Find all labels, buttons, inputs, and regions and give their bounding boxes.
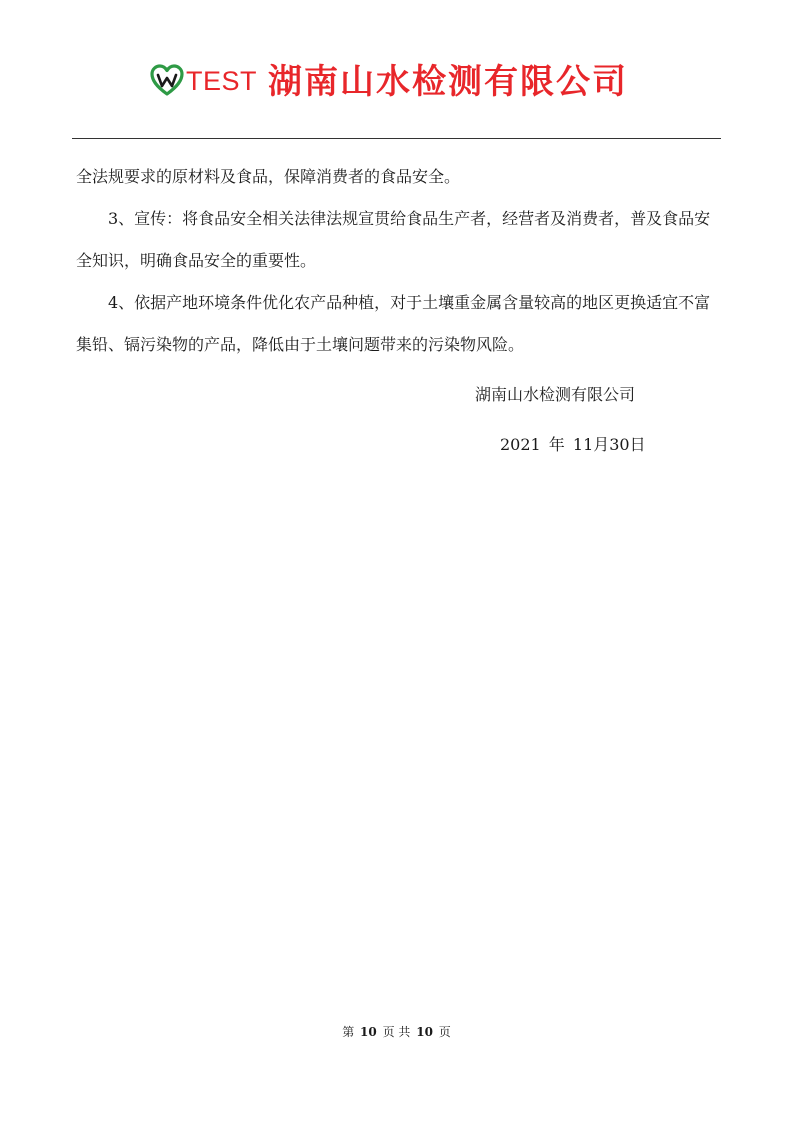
company-logo bbox=[150, 64, 258, 98]
page-header bbox=[0, 58, 793, 108]
footer-page-suffix: 页 bbox=[438, 1025, 451, 1039]
page-footer bbox=[0, 1024, 793, 1040]
logo-text: TEST bbox=[186, 66, 258, 96]
paragraph-2: 3、宣传：将食品安全相关法律法规宣贯给食品生产者，经营者及消费者，普及食品安全知识，明确食品安全的重要性。 bbox=[76, 209, 711, 270]
document-body bbox=[76, 156, 726, 366]
footer-total-pages: 10 bbox=[416, 1025, 433, 1039]
company-title: 湖南山水检测有限公司 bbox=[268, 62, 628, 102]
signature-date: 2021 年 11月30日 bbox=[500, 435, 646, 454]
heart-w-logo-icon bbox=[150, 64, 184, 98]
signature-company: 湖南山水检测有限公司 bbox=[475, 385, 636, 404]
paragraph-1: 全法规要求的原材料及食品，保障消费者的食品安全。 bbox=[76, 167, 461, 186]
paragraph-3: 4、依据产地环境条件优化农产品种植，对于土壤重金属含量较高的地区更换适宜不富集铅、镉污染物的产品，降低由于土壤问题带来的污染物风险。 bbox=[76, 293, 711, 354]
header-divider bbox=[72, 138, 721, 139]
footer-page-number: 10 bbox=[360, 1025, 377, 1039]
footer-page-mid: 页 共 bbox=[382, 1025, 411, 1039]
footer-page-prefix: 第 bbox=[342, 1025, 355, 1039]
